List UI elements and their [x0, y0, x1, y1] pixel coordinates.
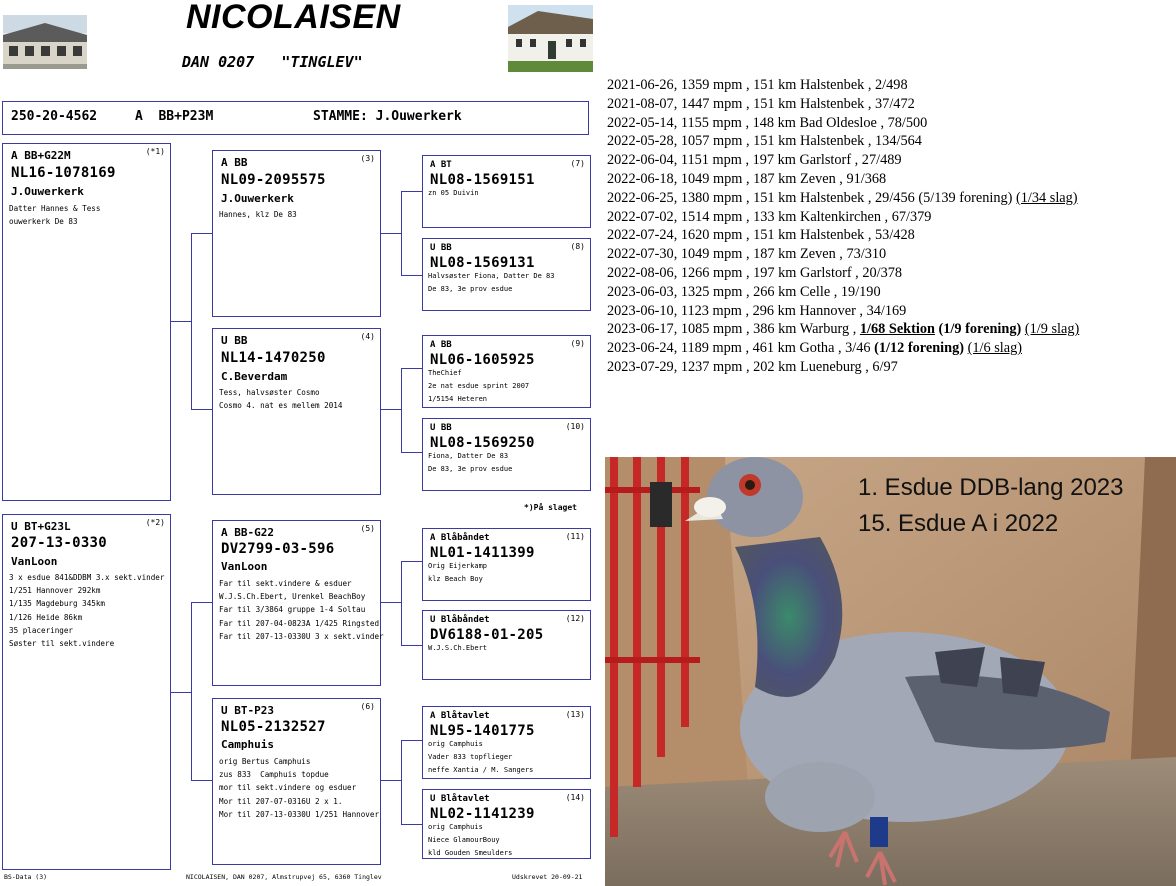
- box-notes: orig Bertus Camphuis zus 833 Camphuis topdue mor til sekt.vindere og esduer Mor til 207-07-0316U 2 x 1. Mor til 207-13-0330U 1/251 Hannover: [219, 757, 380, 819]
- connector: [191, 602, 212, 603]
- pedigree-box-12: [422, 610, 591, 680]
- box-number: (13): [565, 710, 585, 719]
- pedigree-box-6: [212, 698, 381, 865]
- connector: [401, 191, 402, 275]
- result-row: [607, 320, 1079, 339]
- box-line1: U Blåtavlet: [430, 794, 490, 804]
- box-notes: zn 05 Duivin: [428, 189, 479, 197]
- result-row: 2022-07-30, 1049 mpm , 187 km Zeven , 73/310: [607, 246, 887, 263]
- result-row: 2023-06-03, 1325 mpm , 266 km Celle , 19/190: [607, 283, 881, 300]
- box-line1: U BB: [430, 243, 452, 253]
- connector: [401, 740, 402, 824]
- result-row: 2022-08-06, 1266 mpm , 197 km Garlstorf , 20/378: [607, 264, 903, 281]
- result-row: 2021-08-07, 1447 mpm , 151 km Halstenbek , 37/472: [607, 95, 915, 112]
- box-number: (7): [570, 159, 585, 168]
- pedigree-box-9: [422, 335, 591, 408]
- box-notes: Orig Eijerkamp klz Beach Boy: [428, 562, 488, 584]
- box-line1: A BB: [221, 156, 248, 169]
- main-bird-bar: [2, 101, 589, 135]
- box-number: (14): [565, 793, 585, 802]
- pedigree-box-parent2: [2, 514, 171, 870]
- box-notes: Tess, halvsøster Cosmo Cosmo 4. nat es mellem 2014: [219, 388, 343, 411]
- result-forening: (1/12 forening): [874, 340, 965, 357]
- box-number: (3): [360, 154, 375, 163]
- pedigree-box-11: [422, 528, 591, 601]
- box-notes: Hannes, klz De 83: [219, 210, 297, 219]
- box-ring: NL02-1141239: [430, 806, 535, 822]
- race-results: [607, 76, 1079, 377]
- result-row: 2022-07-02, 1514 mpm , 133 km Kaltenkirchen , 67/379: [607, 208, 932, 225]
- connector: [401, 645, 423, 646]
- box-number: (5): [360, 524, 375, 533]
- box-ring: NL01-1411399: [430, 545, 535, 561]
- pedigree-box-5: [212, 520, 384, 686]
- connector: [191, 409, 212, 410]
- box-line1: U BT+G23L: [11, 520, 71, 533]
- pigeon-photo: [605, 457, 1176, 886]
- connector: [401, 561, 423, 562]
- box-breeder: J.Ouwerkerk: [221, 192, 294, 205]
- result-row: 2022-05-14, 1155 mpm , 148 km Bad Oldesloe , 78/500: [607, 114, 928, 131]
- box-ring: NL05-2132527: [221, 719, 326, 735]
- connector: [170, 692, 192, 693]
- box-breeder: C.Beverdam: [221, 370, 288, 383]
- connector: [401, 191, 423, 192]
- photo-caption-line1: 1. Esdue DDB-lang 2023: [858, 474, 1124, 501]
- result-row: [607, 339, 1079, 358]
- connector: [401, 824, 423, 825]
- box-notes: orig Camphuis Vader 833 topflieger neffe Xantia / M. Sangers: [428, 740, 534, 775]
- result-row: [607, 189, 1079, 208]
- box-line1: U BB: [221, 334, 248, 347]
- result-text: 2023-06-24, 1189 mpm , 461 km Gotha , 3/46: [607, 340, 875, 357]
- pedigree-box-13: [422, 706, 591, 779]
- box-line1: U BT-P23: [221, 704, 274, 717]
- box-number: (12): [565, 614, 585, 623]
- box-number: (6): [360, 702, 375, 711]
- result-slag: (1/34 slag): [1016, 189, 1078, 206]
- breeder-subtitle: DAN 0207 "TINGLEV": [182, 53, 363, 71]
- result-row: 2023-06-10, 1123 mpm , 296 km Hannover , 34/169: [607, 302, 907, 319]
- box-line1: U Blåbåndet: [430, 615, 490, 625]
- result-row: 2022-07-24, 1620 mpm , 151 km Halstenbek , 53/428: [607, 227, 915, 244]
- box-ring: DV2799-03-596: [221, 541, 335, 557]
- box-ring: NL08-1569151: [430, 172, 535, 188]
- photo-caption-line2: 15. Esdue A i 2022: [858, 510, 1059, 537]
- box-notes: orig Camphuis Niece GlamourBouy kld Gouden Smeulders: [428, 823, 513, 858]
- pedigree-box-4: [212, 328, 381, 495]
- connector: [191, 602, 192, 780]
- result-slag: (1/6 slag): [967, 340, 1022, 357]
- box-notes: Fiona, Datter De 83 De 83, 3e prov esdue: [428, 452, 513, 474]
- box-breeder: J.Ouwerkerk: [11, 185, 84, 198]
- box-notes: W.J.S.Ch.Ebert: [428, 644, 488, 652]
- main-bird-stamme: STAMME: J.Ouwerkerk: [313, 109, 462, 124]
- box-notes: 3 x esdue 841&DDBM 3.x sekt.vinder 1/251 Hannover 292km 1/135 Magdeburg 345km 1/126 Heide 86km 35 placeringer Søster til sekt.vindere: [9, 573, 165, 649]
- result-row: 2021-06-26, 1359 mpm , 151 km Halstenbek , 2/498: [607, 77, 908, 93]
- box-ring: NL95-1401775: [430, 723, 535, 739]
- box-number: (8): [570, 242, 585, 251]
- box-number: (9): [570, 339, 585, 348]
- box-ring: 207-13-0330: [11, 535, 108, 551]
- footer-right: Udskrevet 20-09-21: [512, 873, 583, 881]
- connector: [191, 780, 212, 781]
- main-bird-ring: 250-20-4562: [11, 109, 98, 124]
- box-number: (*1): [145, 147, 165, 156]
- result-text: 2023-06-17, 1085 mpm , 386 km Warburg ,: [607, 321, 860, 338]
- box-breeder: VanLoon: [11, 555, 58, 568]
- box-ring: NL09-2095575: [221, 172, 326, 188]
- connector: [380, 233, 402, 234]
- box-line1: A Blåbåndet: [430, 533, 490, 543]
- loft-photo-right: [508, 5, 593, 72]
- result-row: 2022-06-04, 1151 mpm , 197 km Garlstorf , 27/489: [607, 152, 902, 169]
- connector: [401, 368, 402, 452]
- result-row: 2022-05-28, 1057 mpm , 151 km Halstenbek , 134/564: [607, 133, 922, 150]
- box-line1: A BB+G22M: [11, 149, 71, 162]
- box-line1: A BB-G22: [221, 526, 274, 539]
- pedigree-box-parent1: [2, 143, 171, 501]
- loft-photo-left: [3, 15, 87, 69]
- box-breeder: Camphuis: [221, 738, 274, 751]
- footer-center: NICOLAISEN, DAN 0207, Almstrupvej 65, 6360 Tinglev: [186, 873, 382, 881]
- breeder-title: NICOLAISEN: [186, 0, 401, 36]
- result-sektion: 1/68 Sektion: [859, 321, 935, 338]
- box-notes: TheChief 2e nat esdue sprint 2007 1/5154 Heteren: [428, 369, 530, 404]
- connector: [401, 368, 423, 369]
- pedigree-box-3: [212, 150, 381, 317]
- connector: [401, 452, 423, 453]
- box-ring: DV6188-01-205: [430, 627, 544, 643]
- connector: [401, 275, 423, 276]
- box-notes: Halvsøster Fiona, Datter De 83 De 83, 3e prov esdue: [428, 272, 555, 294]
- result-row: 2022-06-18, 1049 mpm , 187 km Zeven , 91/368: [607, 170, 887, 187]
- box-line1: U BB: [430, 423, 452, 433]
- box-number: (*2): [145, 518, 165, 527]
- connector: [191, 233, 192, 409]
- pedigree-box-7: [422, 155, 591, 228]
- connector: [191, 233, 212, 234]
- pedigree-box-10: [422, 418, 591, 491]
- box-ring: NL16-1078169: [11, 165, 116, 181]
- box-line1: A BB: [430, 340, 452, 350]
- result-text: 2022-06-25, 1380 mpm , 151 km Halstenbek , 29/456 (5/139 forening): [607, 189, 1016, 206]
- box-line1: A BT: [430, 160, 452, 170]
- box-ring: NL14-1470250: [221, 350, 326, 366]
- footer-left: BS-Data (3): [4, 873, 48, 881]
- connector: [401, 740, 423, 741]
- slaget-note: *)På slaget: [524, 503, 577, 512]
- connector: [401, 561, 402, 645]
- box-number: (10): [565, 422, 585, 431]
- box-number: (11): [565, 532, 585, 541]
- box-notes: Far til sekt.vindere & esduer W.J.S.Ch.Ebert, Urenkel BeachBoy Far til 3/3864 gruppe 1-4 Soltau Far til 207-04-0823A 1/425 Ringsted Far til 207-13-0330U 3 x sekt.vinder: [219, 579, 384, 641]
- connector: [170, 321, 192, 322]
- result-forening: (1/9 forening): [934, 321, 1022, 338]
- box-ring: NL06-1605925: [430, 352, 535, 368]
- pedigree-box-14: [422, 789, 591, 859]
- box-ring: NL08-1569250: [430, 435, 535, 451]
- result-slag: (1/9 slag): [1024, 321, 1080, 338]
- box-notes: Datter Hannes & Tess ouwerkerk De 83: [9, 204, 101, 227]
- box-line1: A Blåtavlet: [430, 711, 490, 721]
- box-breeder: VanLoon: [221, 560, 268, 573]
- connector: [380, 780, 402, 781]
- box-ring: NL08-1569131: [430, 255, 535, 271]
- main-bird-color: A BB+P23M: [135, 109, 214, 124]
- result-row: 2023-07-29, 1237 mpm , 202 km Lueneburg , 6/97: [607, 358, 898, 375]
- connector: [380, 409, 402, 410]
- box-number: (4): [360, 332, 375, 341]
- pedigree-box-8: [422, 238, 591, 311]
